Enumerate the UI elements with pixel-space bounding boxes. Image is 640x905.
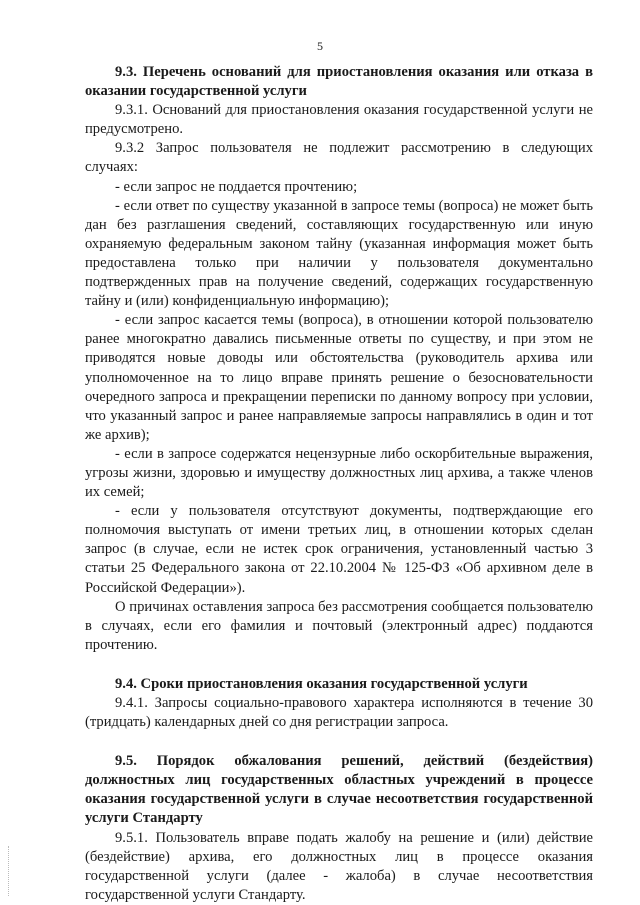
paragraph-9-3-1: 9.3.1. Оснований для приостановления оказания государственной услуги не предусмотрено. (85, 102, 593, 138)
list-item-secret: - если ответ по существу указанной в запросе темы (вопроса) не может быть дан без разглашения сведений, составляющих государственную или иную охраняемую федеральным законом тайну (указанная информация может быть предоставлена только при наличии у пользователя документально подтвержденных прав на получение сведений, содержащих государственную тайну и (или) конфиденциальную информацию); (85, 197, 593, 310)
paragraph-notification: О причинах оставления запроса без рассмотрения сообщается пользователю в случаях, если его фамилия и почтовый (электронный адрес) поддаются прочтению. (85, 598, 593, 653)
scan-edge-mark (8, 846, 10, 896)
page-number: 5 (317, 39, 323, 53)
paragraph-9-4-1: 9.4.1. Запросы социально-правового характера исполняются в течение 30 (тридцать) календарных дней со дня регистрации запроса. (85, 695, 593, 731)
paragraph-9-5-1: 9.5.1. Пользователь вправе подать жалобу на решение и (или) действие (бездействие) архива, его должностных лиц в процессе оказания государственной услуги (далее - жалоба) в случае несоответствия государственной услуги Стандарту. (85, 829, 593, 903)
list-item-unreadable: - если запрос не поддается прочтению; (115, 178, 358, 195)
document-body (85, 63, 593, 905)
section-heading-9-4: 9.4. Сроки приостановления оказания государственной услуги (115, 675, 528, 692)
section-heading-9-5: 9.5. Порядок обжалования решений, действий (бездействия) должностных лиц государственных областных учреждений в процессе оказания государственной услуги в случае несоответствия государственной услуги Стандарту (85, 753, 593, 827)
section-heading-9-3: 9.3. Перечень оснований для приостановления оказания или отказа в оказании государственной услуги (85, 64, 593, 100)
list-item-offensive: - если в запросе содержатся нецензурные либо оскорбительные выражения, угрозы жизни, здоровью и имуществу должностных лиц архива, а также членов их семей; (85, 445, 593, 501)
list-item-no-authority: - если у пользователя отсутствуют документы, подтверждающие его полномочия выступать от имени третьих лиц, в отношении которых сделан запрос (в случае, если не истек срок ограничения, установленный частью 3 статьи 25 Федерального закона от 22.10.2004 № 125-ФЗ «Об архивном деле в Российской Федерации»). (85, 503, 593, 596)
paragraph-9-3-2: 9.3.2 Запрос пользователя не подлежит рассмотрению в следующих случаях: (85, 140, 593, 176)
list-item-repeated: - если запрос касается темы (вопроса), в отношении которой пользователю ранее многократно давались письменные ответы по существу, и при этом не приводятся новые доводы или обстоятельства (руководитель архива или уполномоченное на то лицо вправе принять решение о безосновательности очередного запроса и прекращении переписки по данному вопросу при условии, что указанный запрос и ранее направляемые запросы направлялись в один и тот же архив); (85, 312, 593, 443)
